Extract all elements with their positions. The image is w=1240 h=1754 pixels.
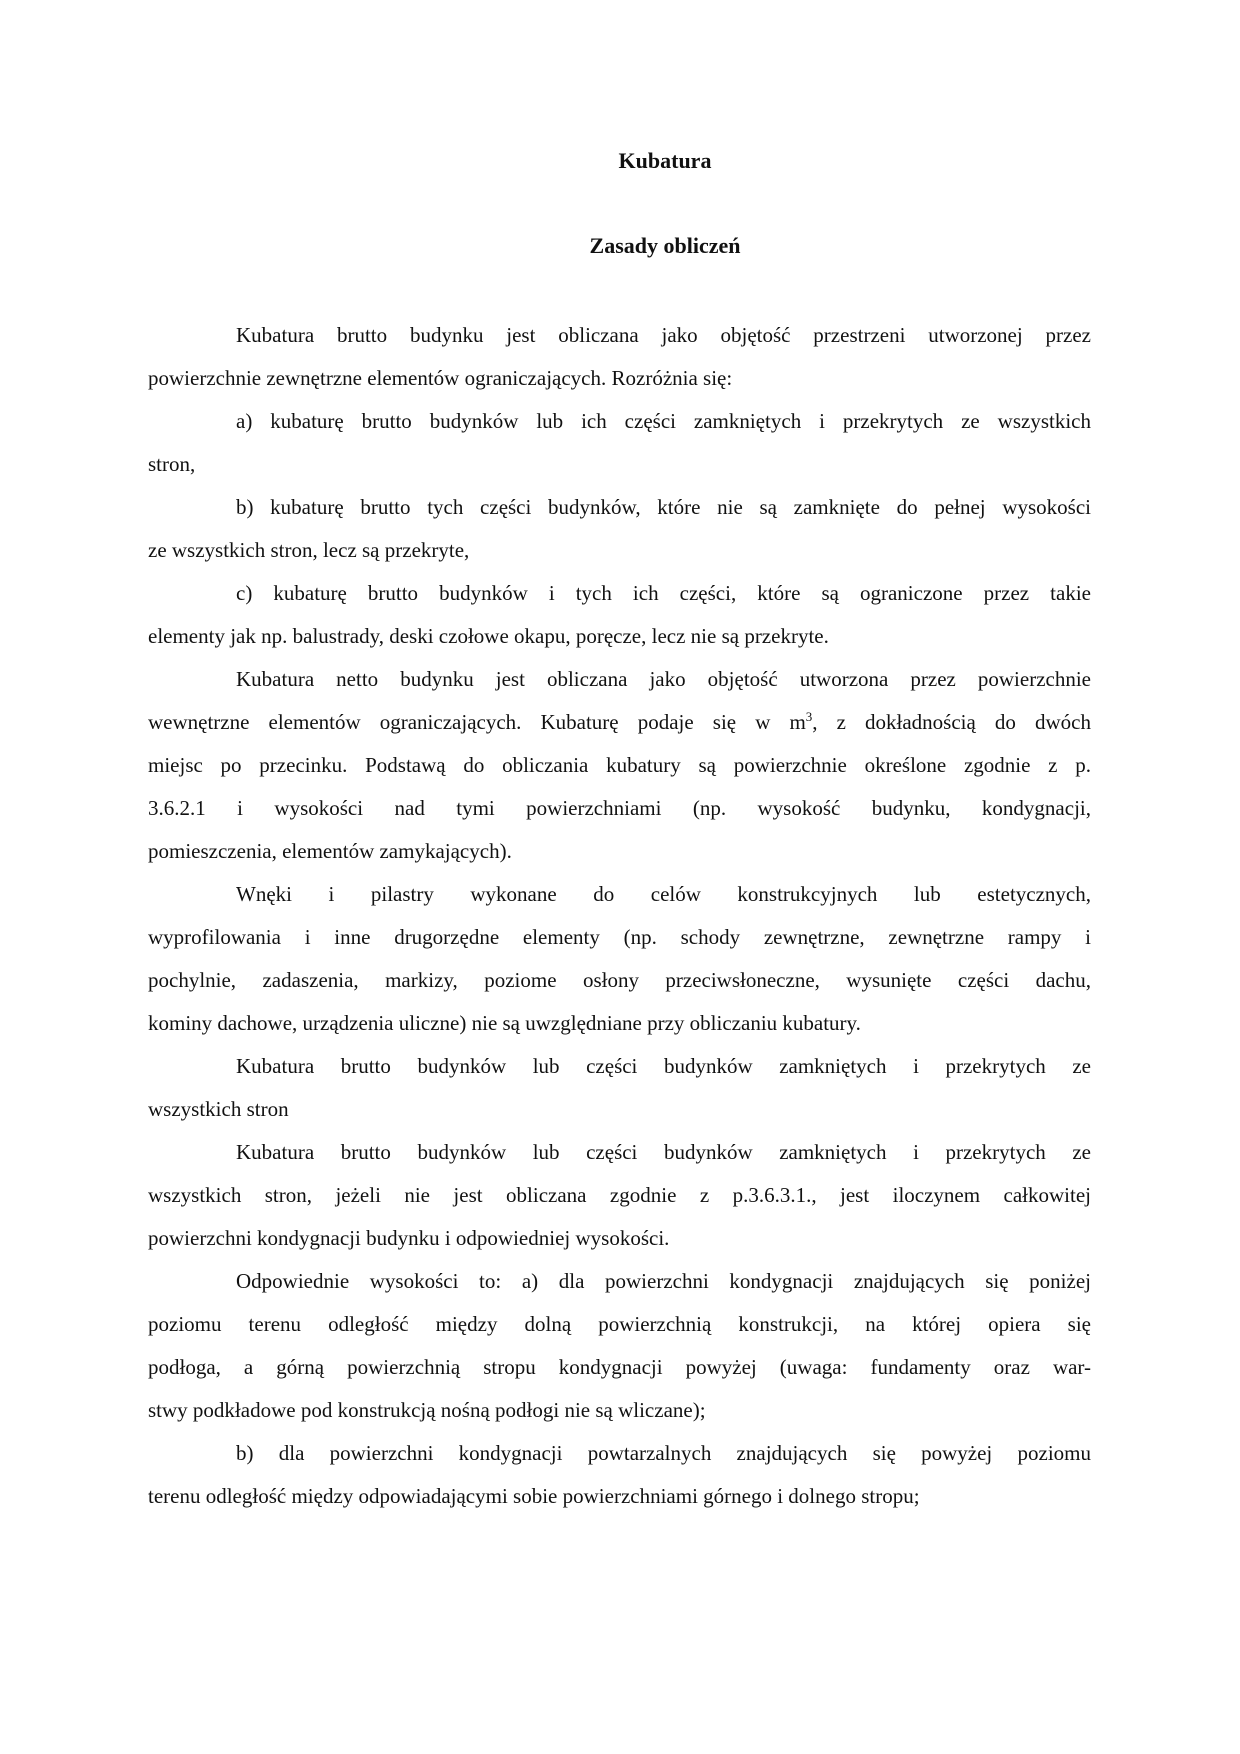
text-line: wyprofilowania i inne drugorzędne elementy (np. schody zewnętrzne, zewnętrzne rampy i [148,925,1091,949]
text-line: Odpowiednie wysokości to: a) dla powierzchni kondygnacji znajdujących się poniżej [236,1269,1091,1293]
document-subtitle: Zasady obliczeń [589,233,741,258]
text-line: pochylnie, zadaszenia, markizy, poziome osłony przeciwsłoneczne, wysunięte części dachu, [148,968,1091,992]
paragraph [148,1137,1091,1266]
text-line [148,707,1091,750]
text-line: poziomu terenu odległość między dolną powierzchnią konstrukcji, na której opiera się [148,1312,1091,1336]
text-line: 3.6.2.1 i wysokości nad tymi powierzchniami (np. wysokość budynku, kondygnacji, [148,796,1091,820]
text-line: Kubatura brutto budynków lub części budynków zamkniętych i przekrytych ze [236,1054,1091,1078]
document-body [148,320,1091,1524]
text-line: pomieszczenia, elementów zamykających). [148,839,512,863]
paragraph [148,1438,1091,1524]
text-line: Kubatura brutto budynków lub części budynków zamkniętych i przekrytych ze [236,1140,1091,1164]
paragraph [148,1266,1091,1438]
text-line: Wnęki i pilastry wykonane do celów konstrukcyjnych lub estetycznych, [236,882,1091,906]
text-line: stron, [148,452,196,476]
text-line: wszystkich stron [148,1097,289,1121]
text-line: Kubatura netto budynku jest obliczana jako objętość utworzona przez powierzchnie [236,667,1091,691]
paragraph [148,664,1091,879]
text-line: kominy dachowe, urządzenia uliczne) nie są uwzględniane przy obliczaniu kubatury. [148,1011,861,1035]
text-line: elementy jak np. balustrady, deski czołowe okapu, poręcze, lecz nie są przekryte. [148,624,829,648]
text-line: a) kubaturę brutto budynków lub ich części zamkniętych i przekrytych ze wszystkich [236,409,1091,433]
text-line: wszystkich stron, jeżeli nie jest obliczana zgodnie z p.3.6.3.1., jest iloczynem całkowitej [148,1183,1091,1207]
text-line: powierzchni kondygnacji budynku i odpowiedniej wysokości. [148,1226,670,1250]
text-line: b) dla powierzchni kondygnacji powtarzalnych znajdujących się powyżej poziomu [236,1441,1091,1465]
paragraph [148,492,1091,578]
text-line: c) kubaturę brutto budynków i tych ich części, które są ograniczone przez takie [236,581,1091,605]
text-line: powierzchnie zewnętrzne elementów ograniczających. Rozróżnia się: [148,366,733,390]
text-line: terenu odległość między odpowiadającymi sobie powierzchniami górnego i dolnego stropu; [148,1484,920,1508]
superscript: 3 [805,709,813,724]
paragraph [148,879,1091,1051]
paragraph [148,406,1091,492]
paragraph [148,320,1091,406]
paragraph [148,578,1091,664]
text-line: stwy podkładowe pod konstrukcją nośną podłogi nie są wliczane); [148,1398,706,1422]
text-line: b) kubaturę brutto tych części budynków, które nie są zamknięte do pełnej wysokości [236,495,1091,519]
text-line: podłoga, a górną powierzchnią stropu kondygnacji powyżej (uwaga: fundamenty oraz war- [148,1355,1091,1379]
paragraph [148,1051,1091,1137]
text-line: ze wszystkich stron, lecz są przekryte, [148,538,470,562]
document-title: Kubatura [618,148,712,173]
text-segment: , z dokładnością do dwóch [812,710,1091,734]
text-line: Kubatura brutto budynku jest obliczana jako objętość przestrzeni utworzonej przez [236,323,1091,347]
text-segment: wewnętrzne elementów ograniczających. Kubaturę podaje się w m [148,710,806,734]
text-line: miejsc po przecinku. Podstawą do obliczania kubatury są powierzchnie określone zgodnie z p. [148,753,1091,777]
